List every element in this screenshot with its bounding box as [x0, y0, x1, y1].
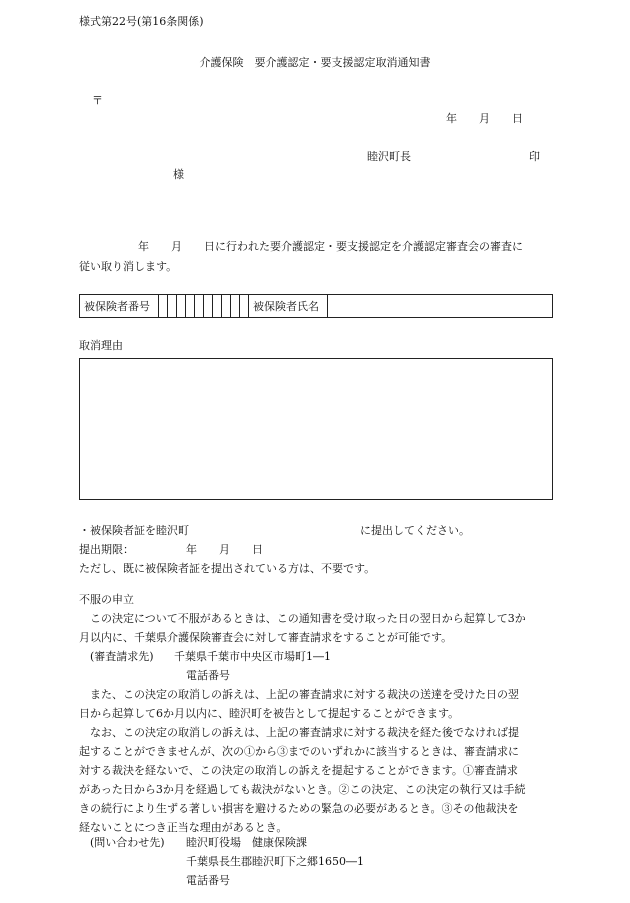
issuer-name: 睦沢町長	[367, 150, 411, 163]
submission-line-right: に提出してください。	[360, 524, 470, 537]
insured-name-cell	[328, 295, 553, 318]
form-number: 様式第22号(第16条関係)	[79, 15, 204, 28]
insured-name-label: 被保険者氏名	[249, 295, 328, 318]
appeal-p1-line-2: 月以内に、千葉県介護保険審査会に対して審査請求をすることが可能です。	[79, 631, 453, 644]
intro-line-1: 年 月 日に行われた要介護認定・要支援認定を介護認定審査会の審査に	[138, 240, 523, 253]
appeal-p2-line-1: また、この決定の取消しの訴えは、上記の審査請求に対する裁決の送達を受けた日の翌	[90, 688, 519, 701]
insured-number-digit	[159, 295, 168, 318]
insured-number-digit	[240, 295, 249, 318]
review-label: (審査請求先)	[90, 650, 154, 663]
appeal-p3-line-3: 対する裁決を経ないで、この決定の取消しの訴えを提起することができます。①審査請求	[79, 764, 518, 777]
insured-number-digit	[222, 295, 231, 318]
insured-number-digit	[213, 295, 222, 318]
appeal-p1-line-1: この決定について不服があるときは、この通知書を受け取った日の翌日から起算して3か	[90, 612, 526, 625]
review-phone: 電話番号	[186, 669, 230, 682]
insured-number-digit	[195, 295, 204, 318]
appeal-p3-line-2: 起することができませんが、次の①から③までのいずれかに該当するときは、審査請求に	[79, 745, 519, 758]
submission-note: ただし、既に被保険者証を提出されている方は、不要です。	[79, 562, 376, 575]
appeal-p3-line-4: があった日から3か月を経過しても裁決がないとき。②この決定、この決定の執行又は手続	[79, 783, 526, 796]
review-address: 千葉県千葉市中央区市場町1―1	[174, 650, 331, 663]
inquiry-label: (問い合わせ先)	[90, 836, 165, 849]
insured-number-digit	[168, 295, 177, 318]
addressee-suffix: 様	[173, 168, 184, 181]
appeal-paragraph-3	[79, 723, 555, 837]
submission-line-left: ・被保険者証を睦沢町	[79, 524, 189, 537]
appeal-paragraph-1	[79, 609, 555, 647]
appeal-p3-line-1: なお、この決定の取消しの訴えは、上記の審査請求に対する裁決を経た後でなければ提	[90, 726, 519, 739]
insured-number-digit	[186, 295, 195, 318]
issue-date: 年 月 日	[446, 112, 523, 125]
postal-mark: 〒	[92, 94, 103, 107]
inquiry-phone: 電話番号	[186, 874, 230, 887]
appeal-paragraph-2	[79, 685, 555, 723]
insured-number-digit	[177, 295, 186, 318]
seal-mark: 印	[529, 150, 540, 163]
intro-line-2: 従い取り消します。	[79, 260, 178, 273]
appeal-heading: 不服の申立	[79, 593, 134, 606]
appeal-p2-line-2: 日から起算して6か月以内に、睦沢町を被告として提起することができます。	[79, 707, 460, 720]
deadline-date: 年 月 日	[186, 543, 263, 556]
cancel-reason-label: 取消理由	[79, 339, 123, 352]
appeal-p3-line-6: 経ないことにつき正当な理由があるとき。	[79, 821, 288, 834]
insured-number-digit	[204, 295, 213, 318]
inquiry-address: 千葉県長生郡睦沢町下之郷1650―1	[186, 855, 364, 868]
insured-info-table	[79, 294, 553, 318]
appeal-p3-line-5: きの続行により生ずる著しい損害を避けるための緊急の必要があるとき。③その他裁決を	[79, 802, 519, 815]
document-title: 介護保険 要介護認定・要支援認定取消通知書	[199, 56, 431, 69]
insured-number-digit	[231, 295, 240, 318]
insured-number-label: 被保険者番号	[80, 295, 159, 318]
inquiry-office: 睦沢町役場 健康保険課	[186, 836, 307, 849]
cancel-reason-box	[79, 358, 553, 500]
deadline-label: 提出期限：	[79, 543, 134, 556]
